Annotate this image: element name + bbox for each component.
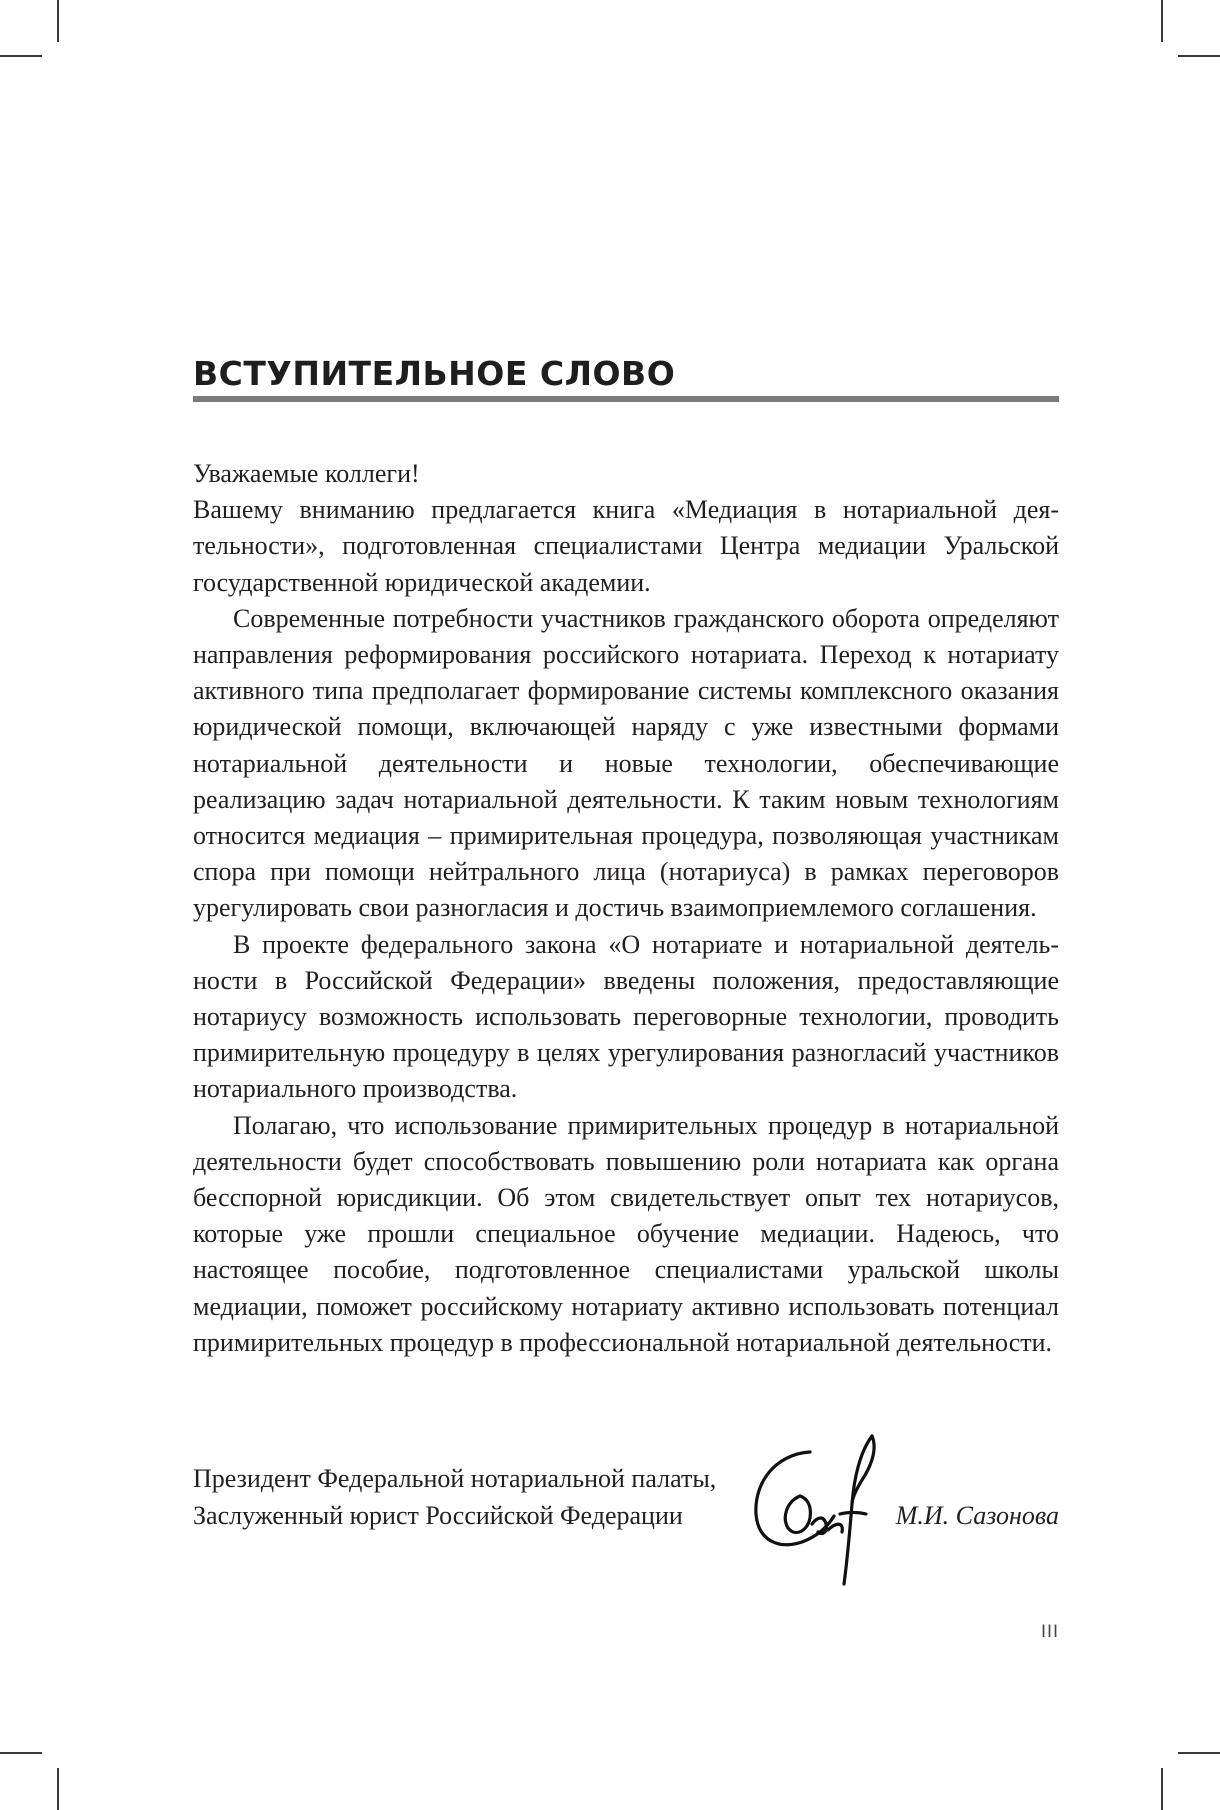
paragraph-reform: Современные потребности участников гражданского оборота определяют направления реформирования российского нотариата. Переход к нотариату активного типа предполагает формирование системы комплексного оказания юридической помощи, включающей наряду с уже известными формами нотариальной деятельности и новые технологии, обеспечивающие реализацию задач нотариальной деятельности. К таким новым технологиям относится медиация – примирительная процедура, позволяющая участникам спора при помощи нейтрального лица (нотариуса) в рамках переговоров урегулировать свои разногласия и достичь взаимоприемлемого соглашения. (193, 603, 1059, 923)
signer-position-line-2: Заслуженный юрист Российской Федерации (193, 1500, 683, 1530)
crop-mark-top-right-vertical (1161, 0, 1163, 42)
crop-mark-top-left-vertical (57, 0, 59, 42)
signer-name: М.И. Сазонова (895, 1501, 1059, 1530)
signer-position (193, 1461, 716, 1534)
paragraph-intro: Вашему вниманию предлагается книга «Медиация в нотариальной деятельности», подготовленная специалистами Центра медиации Уральской государственной юридической академии. (193, 495, 1059, 597)
crop-mark-bottom-right-horizontal (1178, 1752, 1220, 1754)
handwritten-signature (748, 1432, 898, 1590)
signer-position-line-1: Президент Федеральной нотариальной палаты, (193, 1464, 717, 1493)
crop-mark-bottom-left-horizontal (0, 1752, 42, 1754)
crop-mark-top-left-horizontal (0, 55, 42, 57)
crop-mark-top-right-horizontal (1178, 55, 1220, 57)
crop-mark-bottom-left-vertical (57, 1768, 59, 1810)
body-text (193, 456, 1059, 1361)
salutation: Уважаемые коллеги! (193, 459, 420, 488)
page-number: III (1040, 1622, 1059, 1642)
title-rule (193, 396, 1059, 402)
paragraph-conclusion: Полагаю, что использование примирительных процедур в нотариальной деятельности будет способствовать повышению роли нотариата как органа бесспорной юрисдикции. Об этом свидетельствует опыт тех нотариусов, которые уже прошли специальное обучение медиации. Надеюсь, что настоящее пособие, подготовленное специалистами уральской школы медиации, поможет российскому нотариату активно использовать потенциал примирительных процедур в профессиональной нотариальной деятельности. (193, 1110, 1059, 1357)
page-title: ВСТУПИТЕЛЬНОЕ СЛОВО (193, 354, 676, 393)
paragraph-law-project: В проекте федерального закона «О нотариате и нотариальной деятельности в Российской Федерации» введены положения, предоставляющие нотариусу возможность использовать переговорные технологии, проводить примирительную процедуру в целях урегулирования разногласий участников нотариального производства. (193, 929, 1059, 1104)
crop-mark-bottom-right-vertical (1161, 1768, 1163, 1810)
